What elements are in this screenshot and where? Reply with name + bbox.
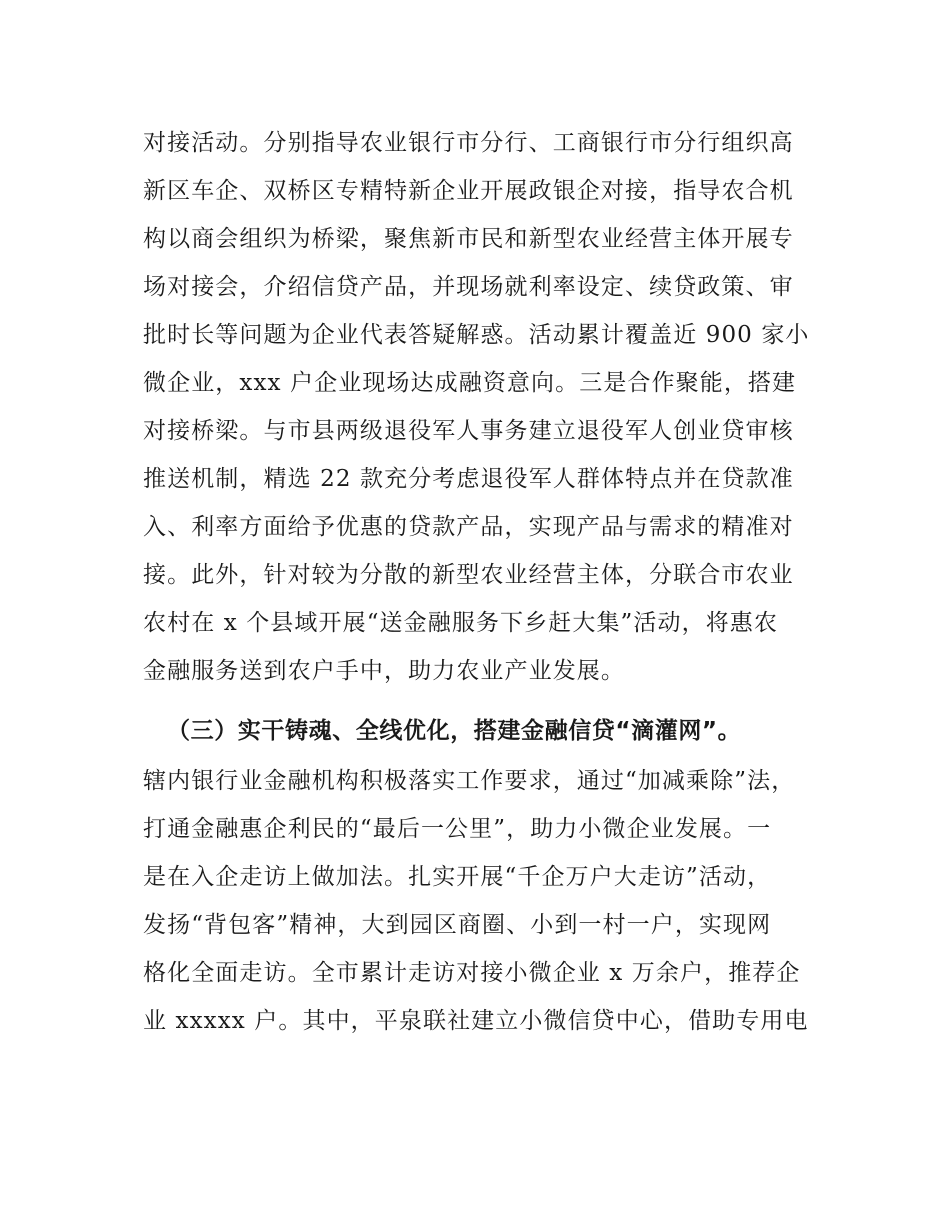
paragraph2-line-5: 格化全面走访。全市累计走访对接小微企业 x 万余户，推荐企: [143, 960, 801, 986]
paragraph2-line-2: 打通金融惠企利民的“最后一公里”，助力小微企业发展。一: [143, 816, 772, 842]
paragraph2-line-4: 发扬“背包客”精神，大到园区商圈、小到一村一户，实现网: [143, 912, 772, 938]
paragraph1-line-5: 批时长等问题为企业代表答疑解惑。活动累计覆盖近 900 家小: [143, 322, 810, 348]
paragraph1-line-2: 新区车企、双桥区专精特新企业开展政银企对接，指导农合机: [143, 178, 794, 204]
section-heading: （三）实干铸魂、全线优化，搭建金融信贷“滴灌网”。: [167, 718, 742, 744]
paragraph1-line-11: 农村在 x 个县域开展“送金融服务下乡赶大集”活动，将惠农: [143, 610, 779, 636]
paragraph2-line-6: 业 xxxxx 户。其中，平泉联社建立小微信贷中心，借助专用电: [143, 1008, 809, 1034]
paragraph1-line-4: 场对接会，介绍信贷产品，并现场就利率设定、续贷政策、审: [143, 274, 794, 300]
paragraph1-line-3: 构以商会组织为桥梁，聚焦新市民和新型农业经营主体开展专: [143, 226, 794, 252]
paragraph2-line-3: 是在入企走访上做加法。扎实开展“千企万户大走访”活动，: [143, 864, 772, 890]
paragraph1-line-10: 接。此外，针对较为分散的新型农业经营主体，分联合市农业: [143, 562, 794, 588]
paragraph1-line-6: 微企业，xxx 户企业现场达成融资意向。三是合作聚能，搭建: [143, 370, 797, 396]
paragraph1-line-7: 对接桥梁。与市县两级退役军人事务建立退役军人创业贷审核: [143, 418, 794, 444]
paragraph1-line-9: 入、利率方面给予优惠的贷款产品，实现产品与需求的精准对: [143, 514, 794, 540]
paragraph1-line-12: 金融服务送到农户手中，助力农业产业发展。: [143, 658, 625, 684]
paragraph2-line-1: 辖内银行业金融机构积极落实工作要求，通过“加减乘除”法，: [143, 768, 796, 794]
paragraph1-line-1: 对接活动。分别指导农业银行市分行、工商银行市分行组织高: [143, 130, 794, 156]
paragraph1-line-8: 推送机制，精选 22 款充分考虑退役军人群体特点并在贷款准: [143, 466, 794, 492]
